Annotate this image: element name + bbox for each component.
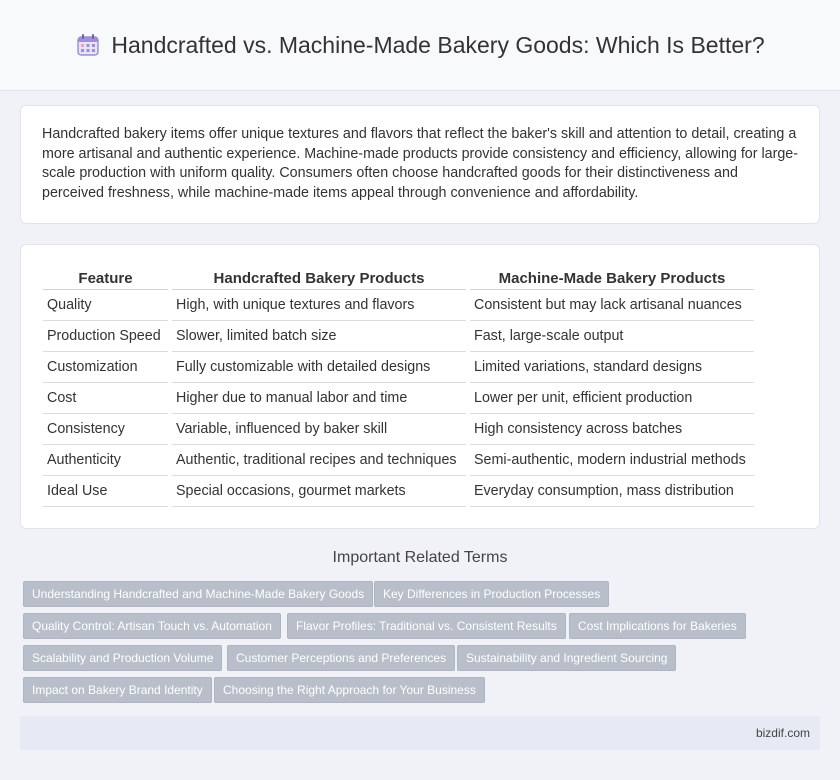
comparison-table <box>39 265 758 507</box>
page-header <box>0 0 840 91</box>
handcrafted-cell: Higher due to manual labor and time <box>172 383 466 414</box>
handcrafted-cell: Authentic, traditional recipes and techniques <box>172 445 466 476</box>
column-header-machine-made: Machine-Made Bakery Products <box>470 265 754 290</box>
related-term-tag[interactable]: Cost Implications for Bakeries <box>569 613 746 639</box>
feature-cell: Authenticity <box>43 445 168 476</box>
handcrafted-cell: Special occasions, gourmet markets <box>172 476 466 507</box>
related-term-tag[interactable]: Quality Control: Artisan Touch vs. Automation <box>23 613 281 639</box>
machine-made-cell: Everyday consumption, mass distribution <box>470 476 754 507</box>
feature-cell: Ideal Use <box>43 476 168 507</box>
table-row <box>43 290 754 321</box>
intro-paragraph: Handcrafted bakery items offer unique textures and flavors that reflect the baker's skill and attention to detail, creating a more artisanal and authentic experience. Machine-made products provide consistency and efficiency, allowing for large-scale production with uniform quality. Consumers often choose handcrafted goods for their distinctiveness and perceived freshness, while machine-made items appeal through convenience and affordability. <box>42 126 799 201</box>
machine-made-cell: Limited variations, standard designs <box>470 352 754 383</box>
machine-made-cell: Consistent but may lack artisanal nuances <box>470 290 754 321</box>
footer-site-link[interactable]: bizdif.com <box>755 726 810 740</box>
handcrafted-cell: High, with unique textures and flavors <box>172 290 466 321</box>
related-term-tag[interactable]: Scalability and Production Volume <box>23 645 222 671</box>
feature-cell: Customization <box>43 352 168 383</box>
table-row <box>43 414 754 445</box>
related-term-tag[interactable]: Choosing the Right Approach for Your Business <box>214 677 485 703</box>
feature-cell: Quality <box>43 290 168 321</box>
machine-made-cell: Lower per unit, efficient production <box>470 383 754 414</box>
table-row <box>43 383 754 414</box>
feature-cell: Cost <box>43 383 168 414</box>
table-row <box>43 445 754 476</box>
handcrafted-cell: Fully customizable with detailed designs <box>172 352 466 383</box>
calendar-icon <box>75 32 101 58</box>
comparison-card <box>20 244 820 529</box>
intro-card <box>20 105 820 224</box>
machine-made-cell: Fast, large-scale output <box>470 321 754 352</box>
machine-made-cell: Semi-authentic, modern industrial methods <box>470 445 754 476</box>
column-header-handcrafted: Handcrafted Bakery Products <box>172 265 466 290</box>
machine-made-cell: High consistency across batches <box>470 414 754 445</box>
page-footer <box>20 716 820 750</box>
table-row <box>43 321 754 352</box>
table-header-row <box>43 265 754 290</box>
related-term-tag[interactable]: Customer Perceptions and Preferences <box>227 645 455 671</box>
related-term-tag[interactable]: Flavor Profiles: Traditional vs. Consistent Results <box>287 613 566 639</box>
page-title: Handcrafted vs. Machine-Made Bakery Goods: Which Is Better? <box>111 31 765 58</box>
related-term-tag[interactable]: Understanding Handcrafted and Machine-Made Bakery Goods <box>23 581 373 607</box>
feature-cell: Consistency <box>43 414 168 445</box>
related-term-tag[interactable]: Impact on Bakery Brand Identity <box>23 677 212 703</box>
related-term-tag[interactable]: Sustainability and Ingredient Sourcing <box>457 645 676 671</box>
related-term-tag[interactable]: Key Differences in Production Processes <box>374 581 609 607</box>
handcrafted-cell: Variable, influenced by baker skill <box>172 414 466 445</box>
column-header-feature: Feature <box>43 265 168 290</box>
related-terms-heading: Important Related Terms <box>332 549 508 566</box>
handcrafted-cell: Slower, limited batch size <box>172 321 466 352</box>
table-row <box>43 476 754 507</box>
table-row <box>43 352 754 383</box>
feature-cell: Production Speed <box>43 321 168 352</box>
